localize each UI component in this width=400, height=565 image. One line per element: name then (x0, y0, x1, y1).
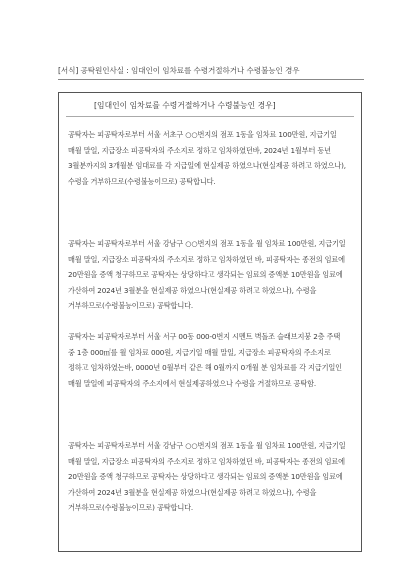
box-title: [임대인이 임차료를 수령거절하거나 수령불능인 경우] (94, 101, 276, 110)
example-paragraph-3: 공탁자는 피공탁자로부터 서울 서구 00동 000-0번지 시멘트 벽돌조 슬래브지붕 2층 주택 중 1층 000㎡를 월 임차료 000원, 지급기일 매월 말일, 지급장소 피공탁자의 주소지로 정하고 임차하였는바, 0000년 0월부터 같은 해 0월까지 0개월 분 임차료를 각 지급기일인 매월 말일에 피공탁자의 주소지에서 현실제공하였으나 수령을 거절하므로 공탁함. (68, 332, 342, 388)
title-divider (66, 116, 354, 117)
form-heading: [서식] 공탁원인사실 : 임대인이 임차료를 수령거절하거나 수령불능인 경우 (58, 66, 300, 75)
example-paragraph-4: 공탁자는 피공탁자로부터 서울 강남구 ○○번지의 점포 1동을 월 임차료 100만원, 지급기일 매월 말일, 지급장소 피공탁자의 주소지로 정하고 임차하였던 바, 피공탁자는 종전의 임료에 20만원을 증액 청구하므로 공탁자는 상당하다고 생각되는 임료의 증액분 10만원을 임료에 가산하여 2024년 3월분을 현실제공 하였으나(현실제공 하려고 하였으나), 수령을 거부하므로(수령불능이므로) 공탁합니다. (68, 441, 346, 512)
heading-divider (58, 79, 364, 80)
example-paragraph-2: 공탁자는 피공탁자로부터 서울 강남구 ○○번지의 점포 1동을 월 임차료 100만원, 지급기일 매월 말일, 지급장소 피공탁자의 주소지로 정하고 임차하였던 바, 피공탁자는 종전의 임료에 20만원을 증액 청구하므로 공탁자는 상당하다고 생각되는 임료의 증액분 10만원을 임료에 가산하여 2024년 3월분을 현실제공 하였으나(현실제공 하려고 하였으나), 수령을 거부하므로(수령불능이므로) 공탁합니다. (68, 239, 346, 310)
example-paragraph-1: 공탁자는 피공탁자로부터 서울 서초구 ○○번지의 점포 1동을 임차료 100만원, 지급기일 매월 말일, 지급장소 피공탁자의 주소지로 정하고 임차하였던바, 2024년 1월부터 동년 3월분까지의 3개월분 임대료를 각 지급일에 현실제공 하였으나(현실제공 하려고 하였으나), 수령을 거부하므로(수령불능이므로) 공탁합니다. (68, 130, 346, 186)
